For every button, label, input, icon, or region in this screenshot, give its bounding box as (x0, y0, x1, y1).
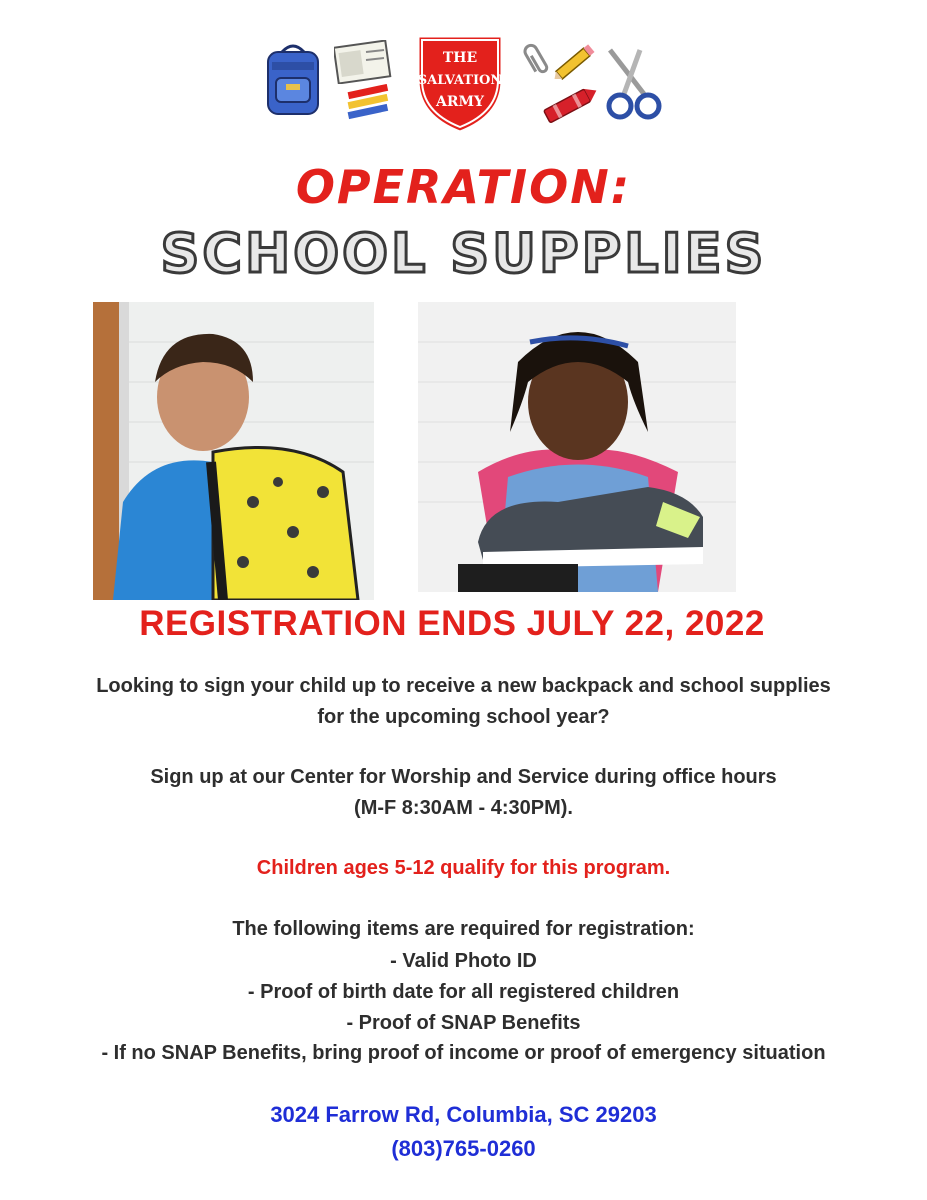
paperclip-icon (522, 40, 550, 80)
intro-line-1: Looking to sign your child up to receive a new backpack and school supplies (96, 675, 831, 697)
signup-line-2: (M-F 8:30AM - 4:30PM). (354, 797, 573, 819)
logo-text-salvation: SALVATION (417, 73, 503, 88)
logo-text-the: THE (442, 50, 478, 66)
requirement-item: - If no SNAP Benefits, bring proof of income or proof of emergency situation (101, 1042, 826, 1064)
requirement-item: - Valid Photo ID (390, 950, 537, 972)
crayon-icon (536, 82, 602, 128)
colored-pencils-icon (344, 84, 394, 120)
registration-deadline-headline: REGISTRATION ENDS JULY 22, 2022 (139, 604, 765, 643)
pencil-icon (548, 36, 604, 86)
logo-text-army: ARMY (436, 94, 484, 110)
scissors-icon (600, 44, 666, 124)
intro-line-2: for the upcoming school year? (317, 706, 610, 728)
photo-girl-with-shoe (418, 302, 736, 592)
header-icons-row (0, 30, 927, 140)
requirements-heading: The following items are required for registration: (232, 918, 695, 940)
signup-line-1: Sign up at our Center for Worship and Service during office hours (150, 766, 777, 788)
notebook-icon (334, 40, 396, 84)
requirement-item: - Proof of birth date for all registered children (247, 981, 680, 1003)
title-operation: OPERATION: (295, 160, 632, 214)
salvation-army-logo (412, 30, 508, 136)
backpack-icon (262, 40, 324, 120)
photo-boy-with-backpack (93, 302, 374, 600)
eligibility-note: Children ages 5-12 qualify for this program. (256, 857, 671, 879)
title-school-supplies: SCHOOL SUPPLIES (160, 222, 767, 285)
contact-address: 3024 Farrow Rd, Columbia, SC 29203 (270, 1102, 657, 1127)
contact-phone: (803)765-0260 (391, 1136, 536, 1161)
requirement-item: - Proof of SNAP Benefits (346, 1012, 581, 1034)
